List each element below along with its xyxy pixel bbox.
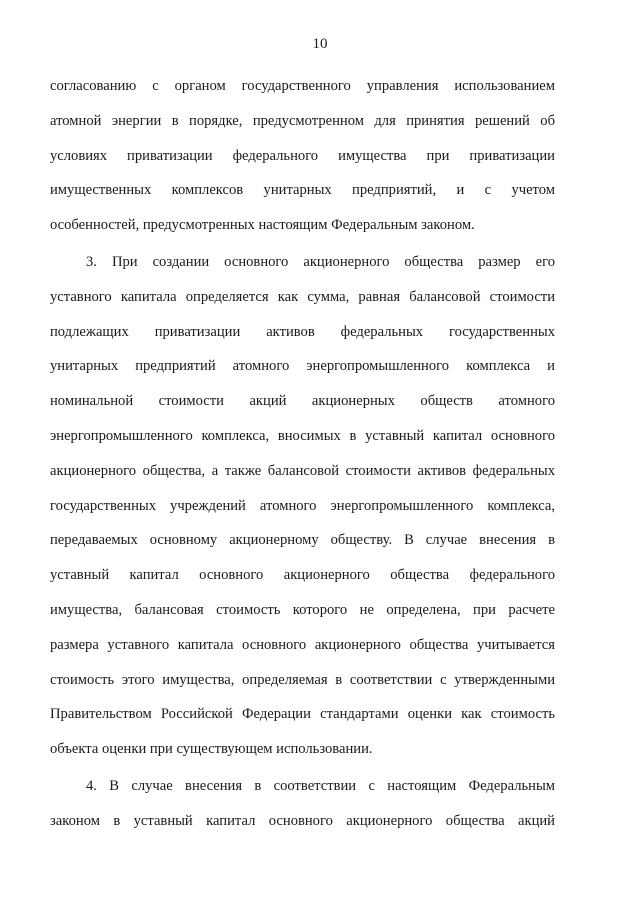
text-line: имущества, балансовая стоимость которого не определена, при расчете — [50, 601, 555, 618]
text-line: государственных учреждений атомного энергопромышленного комплекса, — [50, 497, 555, 514]
text-line: номинальной стоимости акций акционерных обществ атомного — [50, 393, 555, 410]
text-line: особенностей, предусмотренных настоящим Федеральным законом. — [50, 217, 475, 234]
text-line: уставный капитал основного акционерного общества федерального — [50, 567, 555, 584]
text-line: акционерного общества, а также балансовой стоимости активов федеральных — [50, 462, 555, 479]
text-line: имущественных комплексов унитарных предприятий, и с учетом — [50, 182, 555, 199]
text-line: унитарных предприятий атомного энергопромышленного комплекса и — [50, 358, 555, 375]
paragraph-3-first-line: 3. При создании основного акционерного общества размер его — [86, 253, 555, 270]
text-line: объекта оценки при существующем использовании. — [50, 741, 373, 758]
text-line: стоимость этого имущества, определяемая в соответствии с утвержденными — [50, 671, 555, 688]
text-line: размера уставного капитала основного акционерного общества учитывается — [50, 636, 555, 653]
paragraph-4-first-line: 4. В случае внесения в соответствии с настоящим Федеральным — [86, 777, 555, 794]
text-line: Правительством Российской Федерации стандартами оценки как стоимость — [50, 706, 555, 723]
page-number: 10 — [312, 36, 328, 52]
text-line: уставного капитала определяется как сумма, равная балансовой стоимости — [50, 288, 555, 305]
text-line: условиях приватизации федерального имущества при приватизации — [50, 147, 555, 164]
text-line: подлежащих приватизации активов федеральных государственных — [50, 323, 555, 340]
text-line: передаваемых основному акционерному обществу. В случае внесения в — [50, 532, 555, 549]
body-text — [50, 72, 555, 842]
text-line: энергопромышленного комплекса, вносимых в уставный капитал основного — [50, 427, 555, 444]
text-line: законом в уставный капитал основного акционерного общества акций — [50, 812, 555, 829]
text-line: атомной энергии в порядке, предусмотренном для принятия решений об — [50, 112, 555, 129]
text-line: согласованию с органом государственного управления использованием — [50, 78, 555, 94]
